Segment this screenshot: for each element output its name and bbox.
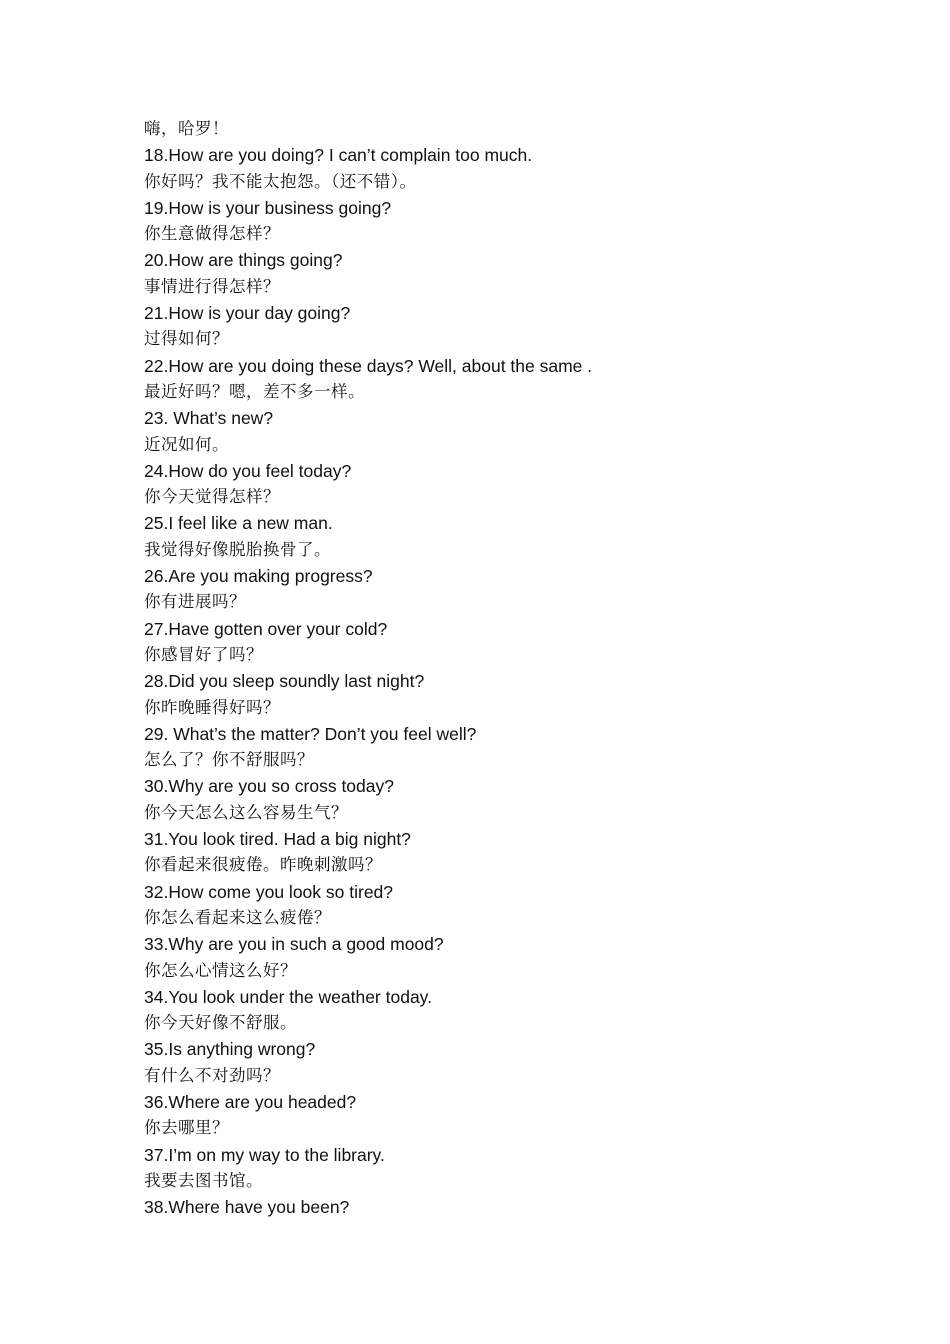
english-phrase-line: 26.Are you making progress? (144, 566, 373, 587)
document-page (144, 116, 864, 1220)
chinese-translation-line: 事情进行得怎样？ (144, 276, 280, 296)
chinese-translation-line: 你感冒好了吗？ (144, 644, 263, 664)
chinese-translation-line: 你昨晚睡得好吗？ (144, 697, 280, 717)
english-phrase-line: 31.You look tired. Had a big night? (144, 829, 411, 850)
chinese-translation-line: 你去哪里？ (144, 1118, 229, 1138)
english-phrase-line: 22.How are you doing these days? Well, about the same . (144, 355, 593, 376)
chinese-translation-line: 你生意做得怎样？ (144, 224, 280, 244)
chinese-translation-line: 有什么不对劲吗？ (144, 1065, 280, 1085)
chinese-translation-line: 过得如何？ (144, 329, 229, 349)
english-phrase-line: 35.Is anything wrong? (144, 1039, 316, 1060)
chinese-translation-line: 你有进展吗？ (144, 592, 246, 612)
english-phrase-line: 29. What’s the matter? Don’t you feel well? (144, 723, 477, 744)
english-phrase-line: 19.How is your business going? (144, 197, 392, 218)
chinese-translation-line: 我要去图书馆。 (144, 1170, 263, 1190)
english-phrase-line: 25.I feel like a new man. (144, 513, 333, 534)
chinese-translation-line: 你今天觉得怎样？ (144, 487, 280, 507)
english-phrase-line: 32.How come you look so tired? (144, 881, 394, 902)
chinese-translation-line: 嗨，哈罗！ (144, 119, 229, 138)
english-phrase-line: 23. What’s new? (144, 408, 274, 429)
chinese-translation-line: 你怎么看起来这么疲倦？ (144, 907, 331, 927)
english-phrase-line: 28.Did you sleep soundly last night? (144, 671, 425, 692)
english-phrase-line: 21.How is your day going? (144, 303, 351, 324)
chinese-translation-line: 你今天好像不舒服。 (144, 1013, 297, 1033)
english-phrase-line: 18.How are you doing? I can’t complain too much. (144, 145, 533, 166)
english-phrase-line: 36.Where are you headed? (144, 1091, 357, 1112)
chinese-translation-line: 你看起来很疲倦。昨晚刺激吗？ (144, 855, 382, 875)
chinese-translation-line: 你好吗？我不能太抱怨。（还不错）。 (144, 171, 417, 191)
chinese-translation-line: 最近好吗？嗯，差不多一样。 (144, 381, 365, 401)
english-phrase-line: 30.Why are you so cross today? (144, 776, 394, 797)
chinese-translation-line: 你怎么心情这么好？ (144, 960, 297, 980)
chinese-translation-line: 你今天怎么这么容易生气？ (144, 802, 348, 822)
english-phrase-line: 20.How are things going? (144, 250, 343, 271)
english-phrase-line: 27.Have gotten over your cold? (144, 618, 388, 639)
english-phrase-line: 34.You look under the weather today. (144, 986, 432, 1007)
english-phrase-line: 33.Why are you in such a good mood? (144, 934, 444, 955)
english-phrase-line: 37.I’m on my way to the library. (144, 1144, 385, 1165)
english-phrase-line: 24.How do you feel today? (144, 460, 352, 481)
chinese-translation-line: 怎么了？你不舒服吗？ (144, 750, 314, 770)
chinese-translation-line: 近况如何。 (144, 434, 229, 454)
chinese-translation-line: 我觉得好像脱胎换骨了。 (144, 539, 331, 559)
english-phrase-line: 38.Where have you been? (144, 1197, 350, 1218)
